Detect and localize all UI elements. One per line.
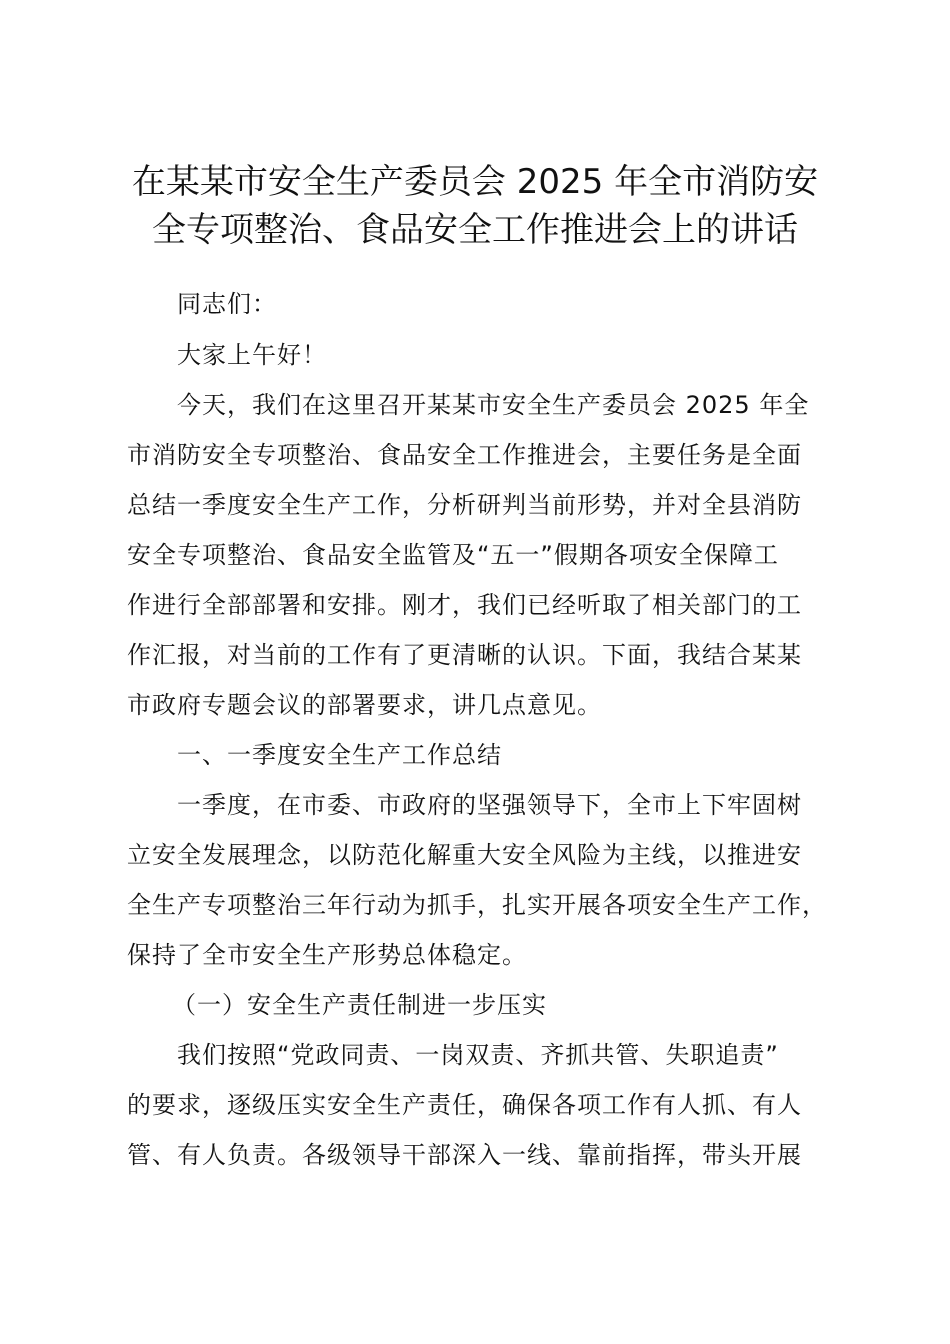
subsection-heading: （一）安全生产责任制进一步压实	[172, 991, 547, 1019]
paragraph-line: 管、有人负责。各级领导干部深入一线、靠前指挥，带头开展	[127, 1141, 802, 1169]
document-title-line-2: 全专项整治、食品安全工作推进会上的讲话	[152, 210, 798, 250]
paragraph-line: 安全专项整治、食品安全监管及“五一”假期各项安全保障工	[127, 541, 779, 569]
document-title-line-1: 在某某市安全生产委员会 2025 年全市消防安	[131, 162, 819, 202]
paragraph-line: 市政府专题会议的部署要求，讲几点意见。	[127, 691, 602, 719]
section-heading: 一、一季度安全生产工作总结	[177, 741, 502, 769]
paragraph-line: 总结一季度安全生产工作，分析研判当前形势，并对全县消防	[127, 491, 802, 519]
paragraph-line: 的要求，逐级压实安全生产责任，确保各项工作有人抓、有人	[127, 1091, 802, 1119]
paragraph-line: 市消防安全专项整治、食品安全工作推进会，主要任务是全面	[127, 441, 802, 469]
paragraph-line: 一季度，在市委、市政府的坚强领导下，全市上下牢固树	[177, 791, 802, 819]
paragraph-line: 作进行全部部署和安排。刚才，我们已经听取了相关部门的工	[127, 591, 802, 619]
salutation: 同志们：	[177, 290, 277, 318]
greeting: 大家上午好！	[177, 341, 327, 369]
paragraph-line: 今天，我们在这里召开某某市安全生产委员会 2025 年全	[177, 391, 810, 419]
paragraph-line: 全生产专项整治三年行动为抓手，扎实开展各项安全生产工作，	[127, 891, 827, 919]
paragraph-line: 我们按照“党政同责、一岗双责、齐抓共管、失职追责”	[177, 1041, 779, 1069]
paragraph-line: 作汇报，对当前的工作有了更清晰的认识。下面，我结合某某	[127, 641, 802, 669]
paragraph-line: 立安全发展理念，以防范化解重大安全风险为主线，以推进安	[127, 841, 802, 869]
paragraph-line: 保持了全市安全生产形势总体稳定。	[127, 941, 527, 969]
